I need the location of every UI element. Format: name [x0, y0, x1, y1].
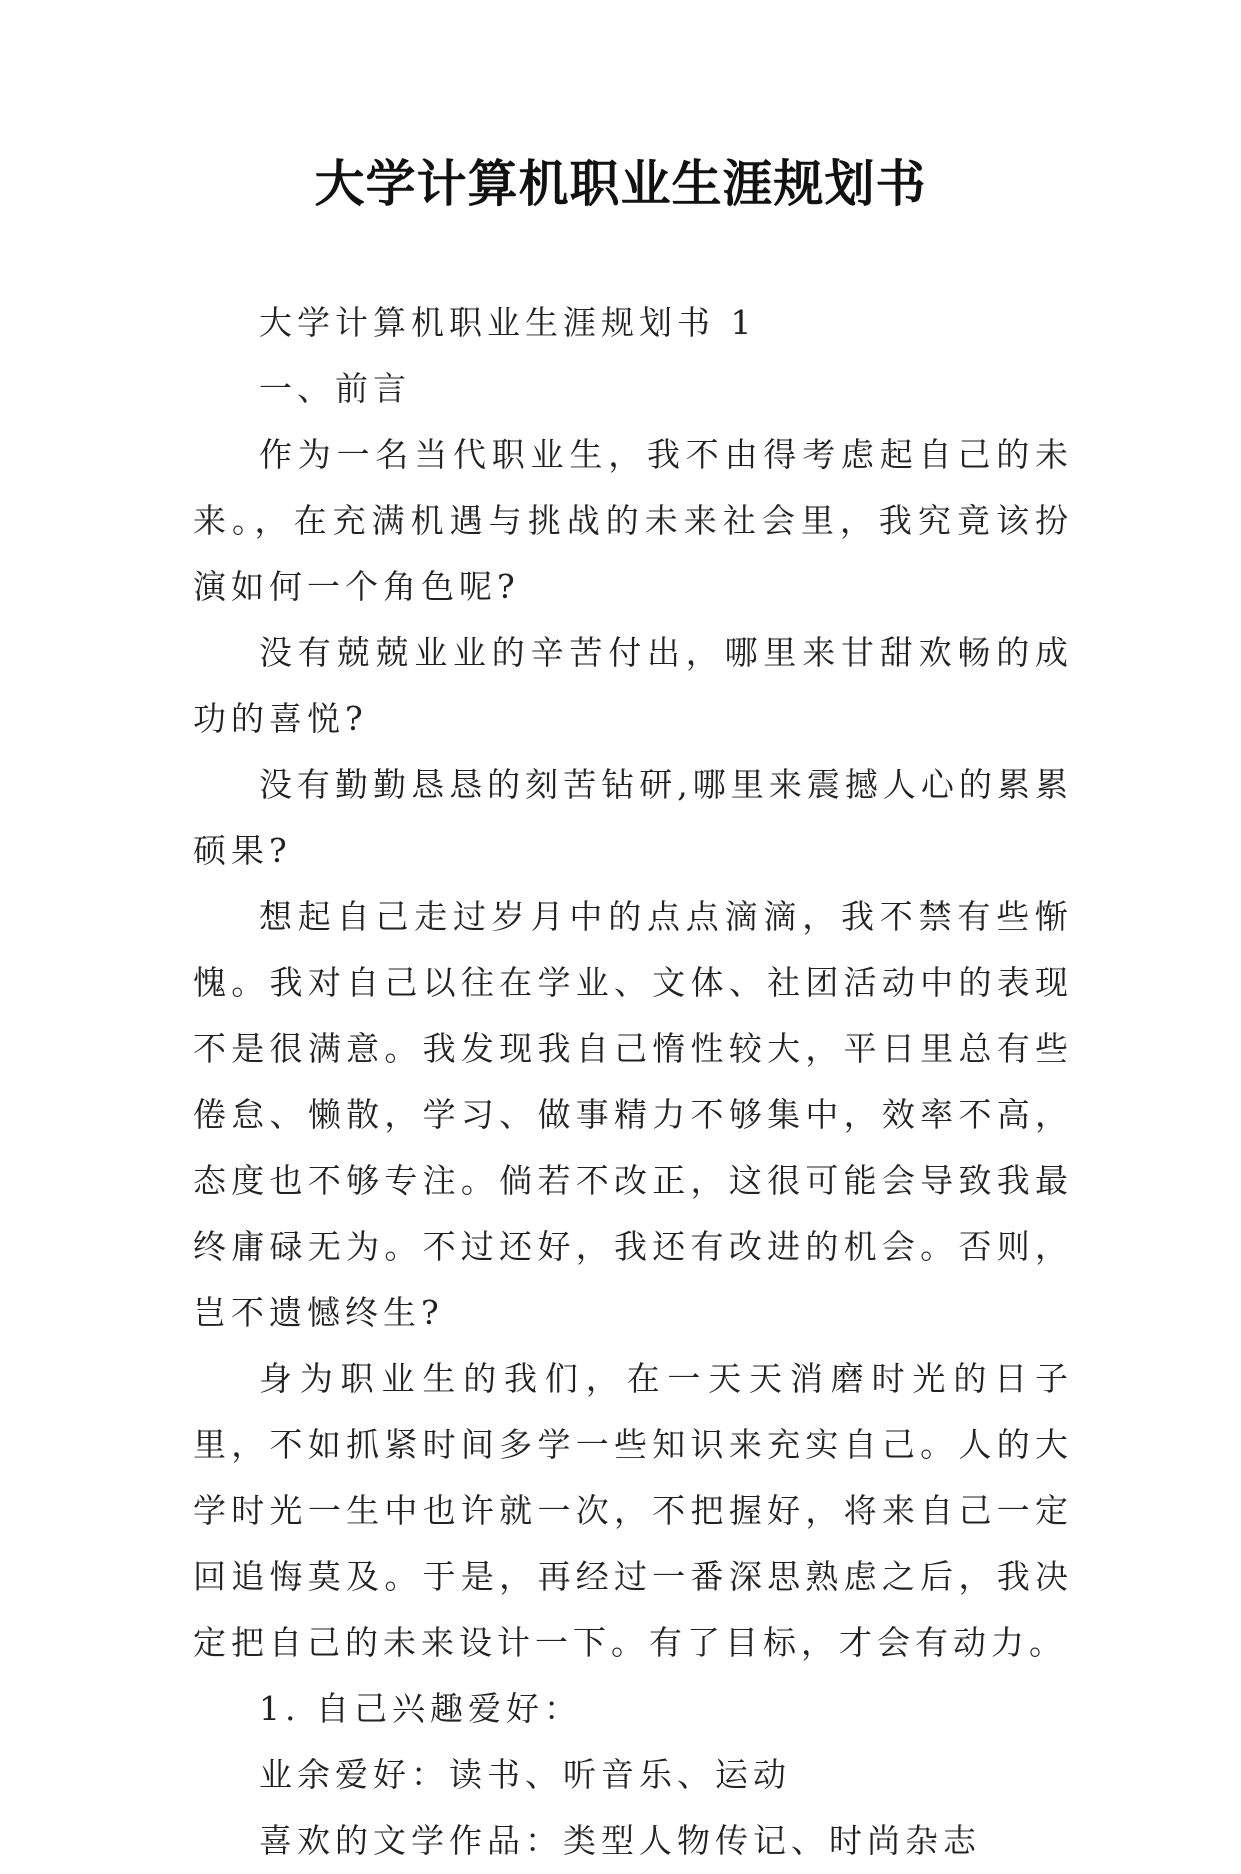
paragraph: 作为一名当代职业生，我不由得考虑起自己的未来。，在充满机遇与挑战的未来社会里，我究竟该扮演如何一个角色呢?: [193, 435, 1073, 606]
paragraph: 没有勤勤恳恳的刻苦钻研,哪里来震撼人心的累累硕果?: [193, 765, 1073, 870]
list-item: 喜欢的文学作品：类型人物传记、时尚杂志: [259, 1821, 981, 1860]
document-body: [193, 290, 1073, 1874]
subsection-heading: 一、前言: [259, 369, 411, 408]
list-heading: 1. 自己兴趣爱好：: [259, 1689, 582, 1728]
paragraph: 想起自己走过岁月中的点点滴滴，我不禁有些惭愧。我对自己以往在学业、文体、社团活动中的表现不是很满意。我发现我自己惰性较大，平日里总有些倦怠、懒散，学习、做事精力不够集中，效率不高，态度也不够专注。倘若不改正，这很可能会导致我最终庸碌无为。不过还好，我还有改进的机会。否则，岂不遗憾终生?: [193, 897, 1073, 1332]
section-heading: 大学计算机职业生涯规划书 1: [259, 303, 757, 342]
paragraph: 身为职业生的我们，在一天天消磨时光的日子里，不如抓紧时间多学一些知识来充实自己。人的大学时光一生中也许就一次，不把握好，将来自己一定回追悔莫及。于是，再经过一番深思熟虑之后，我决定把自己的未来设计一下。有了目标，才会有动力。: [193, 1359, 1073, 1662]
list-item: 业余爱好：读书、听音乐、运动: [259, 1755, 791, 1794]
document-title: 大学计算机职业生涯规划书: [314, 154, 927, 213]
paragraph: 没有兢兢业业的辛苦付出，哪里来甘甜欢畅的成功的喜悦?: [193, 633, 1073, 738]
